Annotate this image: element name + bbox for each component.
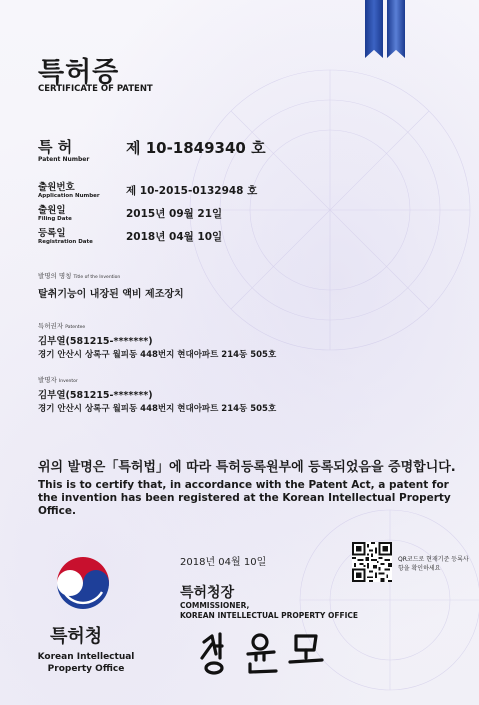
- filing-date-label-en: Filing Date: [38, 216, 72, 222]
- inventor-label-en: Inventor: [58, 379, 78, 384]
- commissioner-title-en: [180, 601, 358, 621]
- patent-number-label: [38, 139, 89, 163]
- invention-title-label-ko: 발명의 명칭: [38, 272, 72, 280]
- registration-date-label-en: Registration Date: [38, 239, 93, 245]
- certification-statement-en: This is to certify that, in accordance with the Patent Act, a patent for the invention has been registered at the Korean Intellectual Property Office.: [38, 479, 451, 517]
- registration-date-value: 2018년 04월 10일: [126, 231, 223, 243]
- filing-date-label: [38, 205, 72, 223]
- patentee-name: 김부열(581215-*******): [38, 336, 153, 347]
- patentee-label-en: Patentee: [65, 325, 86, 330]
- ribbon-left: [365, 0, 383, 58]
- inventor-address: 경기 안산시 상록구 월피동 448번지 현대아파트 214동 505호: [38, 404, 277, 414]
- office-name-en-line2: Property Office: [47, 664, 125, 674]
- invention-title-value: 탈취기능이 내장된 액비 제조장치: [38, 289, 184, 300]
- application-number-value: 제 10-2015-0132948 호: [126, 185, 258, 197]
- application-number-label-en: Application Number: [38, 193, 100, 199]
- application-number-label: [38, 182, 100, 200]
- patentee-address: 경기 안산시 상록구 월피동 448번지 현대아파트 214동 505호: [38, 350, 277, 360]
- commissioner-signature: [198, 628, 328, 680]
- qr-note: QR코드로 현재기준 등록사항을 확인하세요: [398, 556, 469, 572]
- registration-date-label: [38, 228, 93, 246]
- patent-number-value: 제 10-1849340 호: [126, 139, 266, 157]
- invention-title-label: [38, 271, 120, 280]
- filing-date-label-ko: 출원일: [38, 205, 66, 216]
- inventor-label-ko: 발명자: [38, 376, 57, 384]
- qr-code: [352, 542, 392, 582]
- commissioner-title-en-line2: KOREAN INTELLECTUAL PROPERTY OFFICE: [180, 611, 359, 620]
- office-name-en: [36, 651, 136, 675]
- invention-title-label-en: Title of the Invention: [73, 275, 121, 280]
- ribbon-decoration: [365, 0, 407, 60]
- filing-date-value: 2015년 09월 21일: [126, 208, 223, 220]
- inventor-name: 김부열(581215-*******): [38, 390, 153, 401]
- commissioner-title-ko: 특허청장: [180, 585, 235, 601]
- patentee-label-ko: 특허권자: [38, 322, 64, 330]
- patent-number-label-ko: 특 허: [38, 138, 73, 156]
- application-number-label-ko: 출원번호: [38, 182, 75, 193]
- patent-number-label-en: Patent Number: [38, 156, 90, 163]
- office-name-en-line1: Korean Intellectual: [37, 652, 135, 662]
- commissioner-title-en-line1: COMMISSIONER,: [180, 601, 250, 610]
- certificate-title-en: CERTIFICATE OF PATENT: [38, 84, 153, 94]
- inventor-label: [38, 375, 78, 384]
- kipo-emblem-icon: [52, 552, 114, 614]
- registration-date-label-ko: 등록일: [38, 228, 66, 239]
- certification-statement-ko: 위의 발명은「특허법」에 따라 특허등록원부에 등록되었음을 증명합니다.: [38, 460, 456, 475]
- certificate-title: 특허증: [38, 57, 120, 88]
- ribbon-right: [387, 0, 405, 58]
- issue-date: 2018년 04월 10일: [180, 557, 267, 568]
- patentee-label: [38, 321, 85, 330]
- office-name-ko: 특허청: [50, 626, 103, 647]
